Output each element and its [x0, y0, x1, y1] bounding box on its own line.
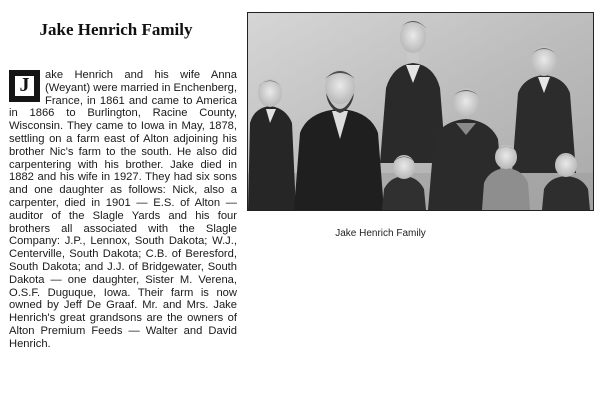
article-title: Jake Henrich Family [39, 20, 193, 39]
article-body [9, 69, 237, 351]
family-photo-image [248, 13, 593, 210]
article-text: ake Henrich and his wife Anna (Weyant) were married in Enchenberg, France, in 1861 and came to America in 1866 to Burlington, Racine County, Wisconsin. They came to Iowa in May, 1878, settling on a farm east of Alton adjoining his brother Nic's farm to the south. He also did carpentering with his brother. Jake died in 1882 and his wife in 1927. They had six sons and one daughter as follows: Nick, also a carpenter, died in 1901 — E.S. of Alton — auditor of the Slagle Yards and his four brothers all associated with the Slagle Company: J.P., Lennox, South Dakota; W.J., Centerville, South Dakota; C.B. of Beresford, South Dakota; and J.J. of Bridgewater, South Dakota — one daughter, Sister M. Verena, O.S.F. Duguque, Iowa. Their farm is now owned by Jeff De Graaf. Mr. and Mrs. Jake Henrich's great grandsons are the owners of Alton Premium Feeds — Walter and David Henrich. [9, 69, 237, 350]
drop-cap [9, 70, 40, 102]
photo-caption: Jake Henrich Family [335, 228, 426, 239]
drop-cap-letter: J [14, 75, 35, 97]
family-photo [247, 12, 594, 211]
